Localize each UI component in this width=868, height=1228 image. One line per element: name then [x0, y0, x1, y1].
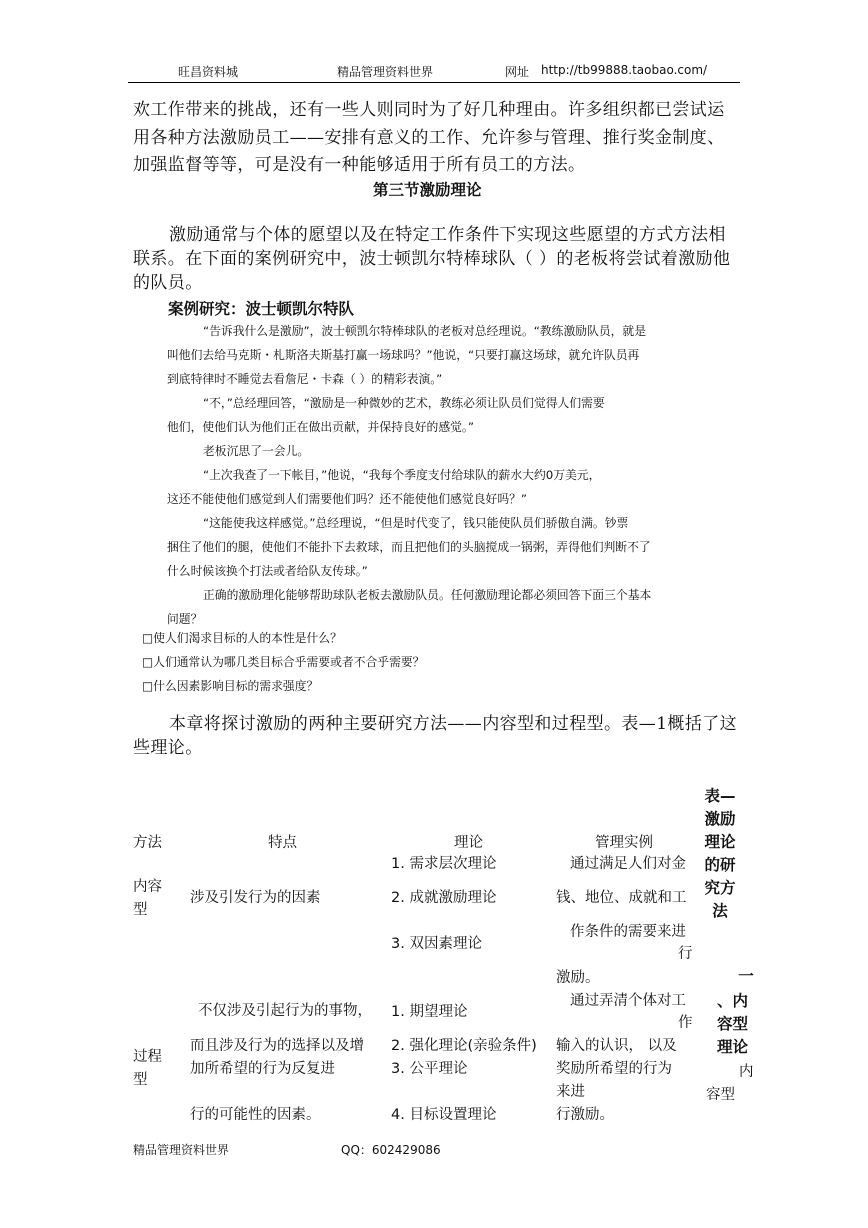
- table-header-method: 方法: [133, 835, 162, 851]
- table-row-theory: 1. 需求层次理论: [391, 856, 497, 872]
- paragraph-line: 些理论。: [133, 738, 203, 758]
- table-header-feature: 特点: [268, 835, 297, 851]
- table-header-example: 管理实例: [595, 835, 653, 851]
- table-row-example: 奖励所希望的行为: [556, 1061, 672, 1077]
- intro-line: 欢工作带来的挑战，还有一些人则同时为了好几种理由。许多组织都已尝试运: [133, 100, 725, 120]
- table-header-theory: 理论: [454, 835, 483, 851]
- case-line: 问题？: [167, 612, 203, 626]
- header-left: 旺昌资料城: [178, 65, 239, 79]
- table-row-method: 过程型: [133, 1049, 162, 1088]
- case-line: 捆住了他们的腿，使他们不能扑下去救球，而且把他们的头脑搅成一锅粥，弄得他们判断不了: [167, 540, 651, 554]
- table-row-method: 内容型: [133, 879, 162, 918]
- table-row-theory: 2. 强化理论(亲验条件): [391, 1038, 537, 1054]
- case-line: 正确的激励理化能够帮助球队老板去激励队员。任何激励理论都必须回答下面三个基本: [203, 588, 652, 602]
- table-row-feature: 加所希望的行为反复进: [190, 1061, 335, 1077]
- footer-qq: QQ：602429086: [341, 1143, 441, 1157]
- question-item: □什么因素影响目标的需求强度？: [142, 679, 319, 693]
- table-row-theory: 1. 期望理论: [391, 1004, 468, 1020]
- question-item: □人们通常认为哪几类目标合乎需要或者不合乎需要？: [142, 655, 425, 669]
- table-row-example: 通过弄清个体对工: [570, 993, 686, 1009]
- header-center: 精品管理资料世界: [337, 65, 434, 79]
- table-row-feature: 行的可能性的因素。: [190, 1107, 321, 1123]
- header-url-label: 网址: [505, 65, 530, 79]
- paragraph-line: 激励通常与个体的愿望以及在特定工作条件下实现这些愿望的方式方法相: [169, 225, 726, 245]
- table-row-feature: 而且涉及行为的选择以及增: [190, 1038, 364, 1054]
- paragraph-line: 本章将探讨激励的两种主要研究方法——内容型和过程型。表—1概括了这: [169, 714, 738, 734]
- table-row-example: 行激励。: [556, 1107, 614, 1123]
- table-row-feature: 不仅涉及引起行为的事物，: [198, 1003, 372, 1019]
- header-url: http://tb99888.taobao.com/: [541, 63, 708, 77]
- case-line: “告诉我什么是激励”，波士顿凯尔特棒球队的老板对总经理说。“教练激励队员，就是: [203, 324, 647, 338]
- case-line: “上次我查了一下帐目，”他说，“我每个季度支付给球队的薪水大约0万美元，: [203, 468, 601, 482]
- case-line: 叫他们去给马克斯・札斯洛夫斯基打赢一场球吗？”他说，“只要打赢这场球，就允许队员再: [167, 348, 640, 362]
- side-heading: 、内容型理论: [717, 992, 749, 1056]
- case-line: 这还不能使他们感觉到人们需要他们吗？还不能使他们感觉良好吗？”: [167, 492, 528, 506]
- intro-line: 加强监督等等，可是没有一种能够适用于所有员工的方法。: [133, 155, 586, 175]
- side-dash: 一: [738, 967, 754, 985]
- table-row-theory: 2. 成就激励理论: [391, 890, 497, 906]
- table-row-example: 激励。: [556, 970, 600, 986]
- table-row-example: 作: [678, 1015, 693, 1031]
- table-row-theory: 4. 目标设置理论: [391, 1107, 497, 1123]
- case-line: 到底特律时不睡觉去看詹尼・卡森（ ）的精彩表演。”: [167, 372, 443, 386]
- case-line: “不，”总经理回答，“激励是一种微妙的艺术，教练必须让队员们觉得人们需要: [203, 396, 605, 410]
- table-row-example: 作条件的需要来进: [570, 924, 686, 940]
- table-row-feature: 涉及引发行为的因素: [190, 890, 321, 906]
- case-line: “这能使我这样感觉。”总经理说，“但是时代变了，钱只能使队员们骄傲自满。钞票: [203, 516, 629, 530]
- table-row-theory: 3. 双因素理论: [391, 936, 482, 952]
- table-row-theory: 3. 公平理论: [391, 1061, 468, 1077]
- case-line: 什么时候该换个打法或者给队友传球。”: [167, 564, 368, 578]
- case-study-title: 案例研究：波士顿凯尔特队: [168, 300, 355, 318]
- paragraph-line: 联系。在下面的案例研究中，波士顿凯尔特棒球队（ ）的老板将尝试着激励他: [133, 249, 731, 269]
- section-title: 第三节激励理论: [373, 181, 482, 199]
- table-row-example: 行: [678, 946, 693, 962]
- table-row-example: 通过满足人们对金: [570, 856, 686, 872]
- header-divider: [128, 82, 740, 83]
- side-text: 内: [739, 1064, 754, 1080]
- case-line: 老板沉思了一会儿。: [203, 444, 310, 458]
- paragraph-line: 的队员。: [133, 273, 203, 293]
- question-item: □使人们渴求目标的人的本性是什么？: [142, 631, 342, 645]
- footer-left: 精品管理资料世界: [133, 1143, 230, 1157]
- case-line: 他们，使他们认为他们正在做出贡献，并保持良好的感觉。”: [167, 420, 474, 434]
- table-row-example: 钱、地位、成就和工: [556, 890, 687, 906]
- table-row-example: 来进: [556, 1084, 585, 1100]
- table-title: 表—激励理论的研究方法: [704, 787, 736, 920]
- table-row-example: 输入的认识， 以及: [556, 1038, 677, 1054]
- side-text: 容型: [706, 1087, 735, 1103]
- intro-line: 用各种方法激励员工——安排有意义的工作、允许参与管理、推行奖金制度、: [133, 128, 725, 148]
